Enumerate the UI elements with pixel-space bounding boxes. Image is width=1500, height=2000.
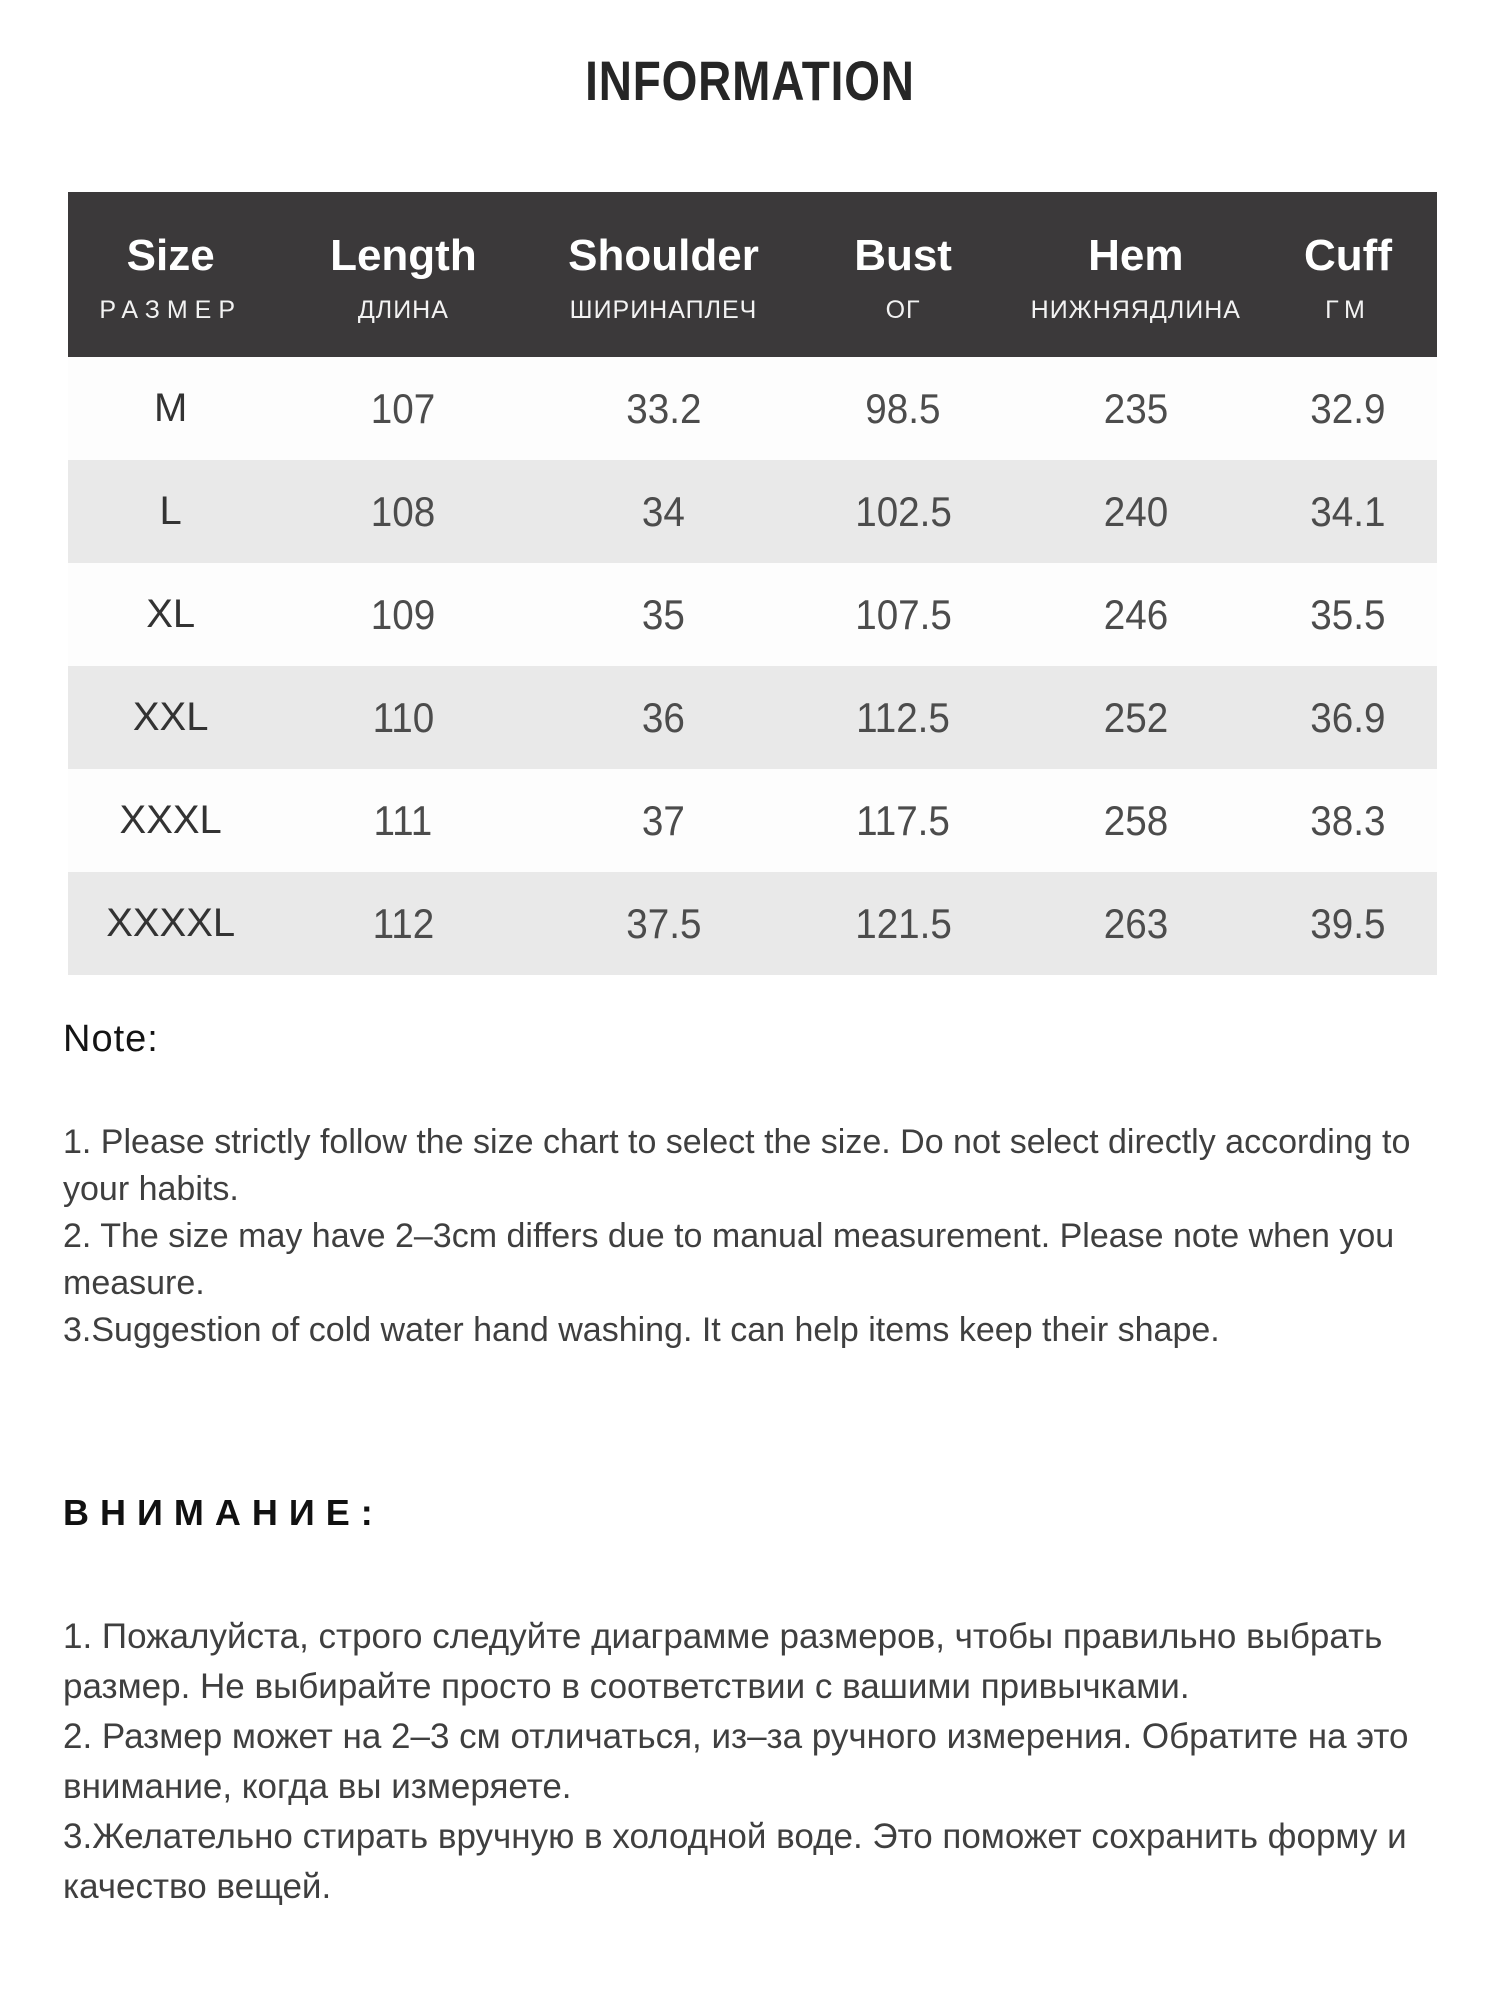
header-row: [68, 192, 1437, 357]
cell-shoulder-value: 37.5: [625, 899, 702, 947]
note-body-ru: [63, 1612, 1453, 1912]
cell-hem-value: 263: [1103, 899, 1169, 947]
cell-hem: [1013, 357, 1259, 460]
cell-hem-value: 246: [1103, 590, 1169, 638]
cell-length: [273, 769, 533, 872]
cell-length-value: 112: [372, 899, 435, 947]
cell-shoulder-value: 35: [642, 590, 685, 638]
column-header-size-ru: РАЗМЕР: [99, 296, 242, 324]
cell-cuff-value: 32.9: [1310, 384, 1386, 432]
cell-cuff: [1259, 666, 1437, 769]
cell-bust: [794, 357, 1013, 460]
cell-bust: [794, 460, 1013, 563]
cell-cuff-value: 39.5: [1310, 899, 1386, 947]
cell-shoulder-value: 34: [642, 487, 685, 535]
cell-bust: [794, 769, 1013, 872]
cell-cuff: [1259, 357, 1437, 460]
column-header-bust-ru: ОГ: [885, 296, 921, 324]
cell-length-value: 108: [371, 487, 436, 535]
cell-length-value: 109: [371, 590, 436, 638]
cell-length: [273, 357, 533, 460]
cell-shoulder: [533, 563, 793, 666]
table-row-m: [68, 357, 1437, 460]
cell-cuff: [1259, 769, 1437, 872]
page-title-text: INFORMATION: [585, 49, 915, 112]
size-chart-body: [68, 357, 1437, 975]
column-header-hem: [1013, 192, 1259, 357]
note-item-en-3: 3.Suggestion of cold water hand washing. It can help items keep their shape.: [63, 1311, 1220, 1349]
cell-shoulder: [533, 460, 793, 563]
cell-shoulder: [533, 666, 793, 769]
cell-length-value: 107: [371, 384, 436, 432]
cell-cuff-value: 34.1: [1310, 487, 1386, 535]
cell-hem: [1013, 460, 1259, 563]
cell-shoulder: [533, 357, 793, 460]
note-item-ru-1: 1. Пожалуйста, строго следуйте диаграмме размеров, чтобы правильно выбрать размер. Не выбирайте просто в соответствии с вашими привычками.: [63, 1617, 1383, 1706]
cell-cuff: [1259, 460, 1437, 563]
cell-cuff-value: 38.3: [1310, 796, 1386, 844]
cell-shoulder-value: 36: [642, 693, 685, 741]
note-item-en-2: 2. The size may have 2–3cm differs due to manual measurement. Please note when you measure.: [63, 1217, 1395, 1302]
cell-bust: [794, 666, 1013, 769]
column-header-size: [68, 192, 273, 357]
cell-size: XXXL: [119, 798, 222, 842]
cell-bust: [794, 563, 1013, 666]
cell-shoulder: [533, 769, 793, 872]
table-row-xxxxl: [68, 872, 1437, 975]
table-row-l: [68, 460, 1437, 563]
note-heading-en: Note:: [63, 1018, 159, 1060]
cell-hem-value: 258: [1103, 796, 1169, 844]
column-header-size-en: Size: [126, 231, 215, 280]
note-section-en: [63, 1018, 1453, 1354]
cell-bust-value: 117.5: [856, 796, 950, 844]
cell-shoulder-value: 33.2: [625, 384, 702, 432]
page-title: [0, 48, 1500, 113]
cell-size: XXXXL: [106, 901, 236, 945]
cell-bust-value: 112.5: [856, 693, 950, 741]
column-header-shoulder-ru: ШИРИНАПЛЕЧ: [569, 296, 758, 324]
column-header-hem-en: Hem: [1088, 231, 1184, 280]
size-chart-table: [68, 192, 1437, 975]
cell-bust-value: 102.5: [854, 487, 952, 535]
column-header-shoulder: [533, 192, 793, 357]
cell-length: [273, 872, 533, 975]
cell-length: [273, 666, 533, 769]
column-header-cuff: [1259, 192, 1437, 357]
note-heading-ru: ВНИМАНИЕ:: [63, 1492, 384, 1533]
cell-hem: [1013, 563, 1259, 666]
column-header-length-en: Length: [330, 231, 477, 280]
cell-hem: [1013, 666, 1259, 769]
cell-bust: [794, 872, 1013, 975]
column-header-hem-ru: НИЖНЯЯДЛИНА: [1030, 296, 1241, 324]
size-chart-header: [68, 192, 1437, 357]
column-header-shoulder-en: Shoulder: [568, 231, 759, 280]
cell-size: M: [154, 386, 188, 430]
cell-bust-value: 107.5: [854, 590, 952, 638]
column-header-bust: [794, 192, 1013, 357]
cell-hem: [1013, 872, 1259, 975]
column-header-cuff-ru: ГМ: [1325, 296, 1371, 324]
table-row-xxl: [68, 666, 1437, 769]
note-section-ru: [63, 1492, 1453, 1912]
note-item-ru-3: 3.Желательно стирать вручную в холодной воде. Это поможет сохранить форму и качество вещей.: [63, 1817, 1407, 1906]
cell-hem-value: 240: [1103, 487, 1169, 535]
cell-cuff: [1259, 563, 1437, 666]
column-header-length-ru: ДЛИНА: [357, 296, 449, 324]
cell-bust-value: 121.5: [854, 899, 952, 947]
note-item-en-1: 1. Please strictly follow the size chart to select the size. Do not select directly according to your habits.: [63, 1123, 1411, 1208]
table-row-xl: [68, 563, 1437, 666]
cell-cuff-value: 36.9: [1310, 693, 1386, 741]
column-header-length: [273, 192, 533, 357]
cell-shoulder-value: 37: [642, 796, 685, 844]
cell-hem-value: 235: [1103, 384, 1169, 432]
cell-size: L: [159, 489, 182, 533]
cell-length-value: 110: [372, 693, 435, 741]
column-header-bust-en: Bust: [854, 231, 952, 280]
note-item-ru-2: 2. Размер может на 2–3 см отличаться, из–за ручного измерения. Обратите на это внимание, когда вы измеряете.: [63, 1717, 1409, 1806]
note-body-en: [63, 1119, 1453, 1354]
cell-hem: [1013, 769, 1259, 872]
cell-bust-value: 98.5: [865, 384, 941, 432]
table-row-xxxl: [68, 769, 1437, 872]
cell-size: XL: [146, 592, 196, 636]
cell-length: [273, 460, 533, 563]
cell-length: [273, 563, 533, 666]
cell-size: XXL: [132, 695, 209, 739]
cell-cuff-value: 35.5: [1310, 590, 1386, 638]
cell-shoulder: [533, 872, 793, 975]
column-header-cuff-en: Cuff: [1304, 231, 1392, 280]
cell-hem-value: 252: [1103, 693, 1169, 741]
cell-length-value: 111: [374, 796, 433, 844]
cell-cuff: [1259, 872, 1437, 975]
